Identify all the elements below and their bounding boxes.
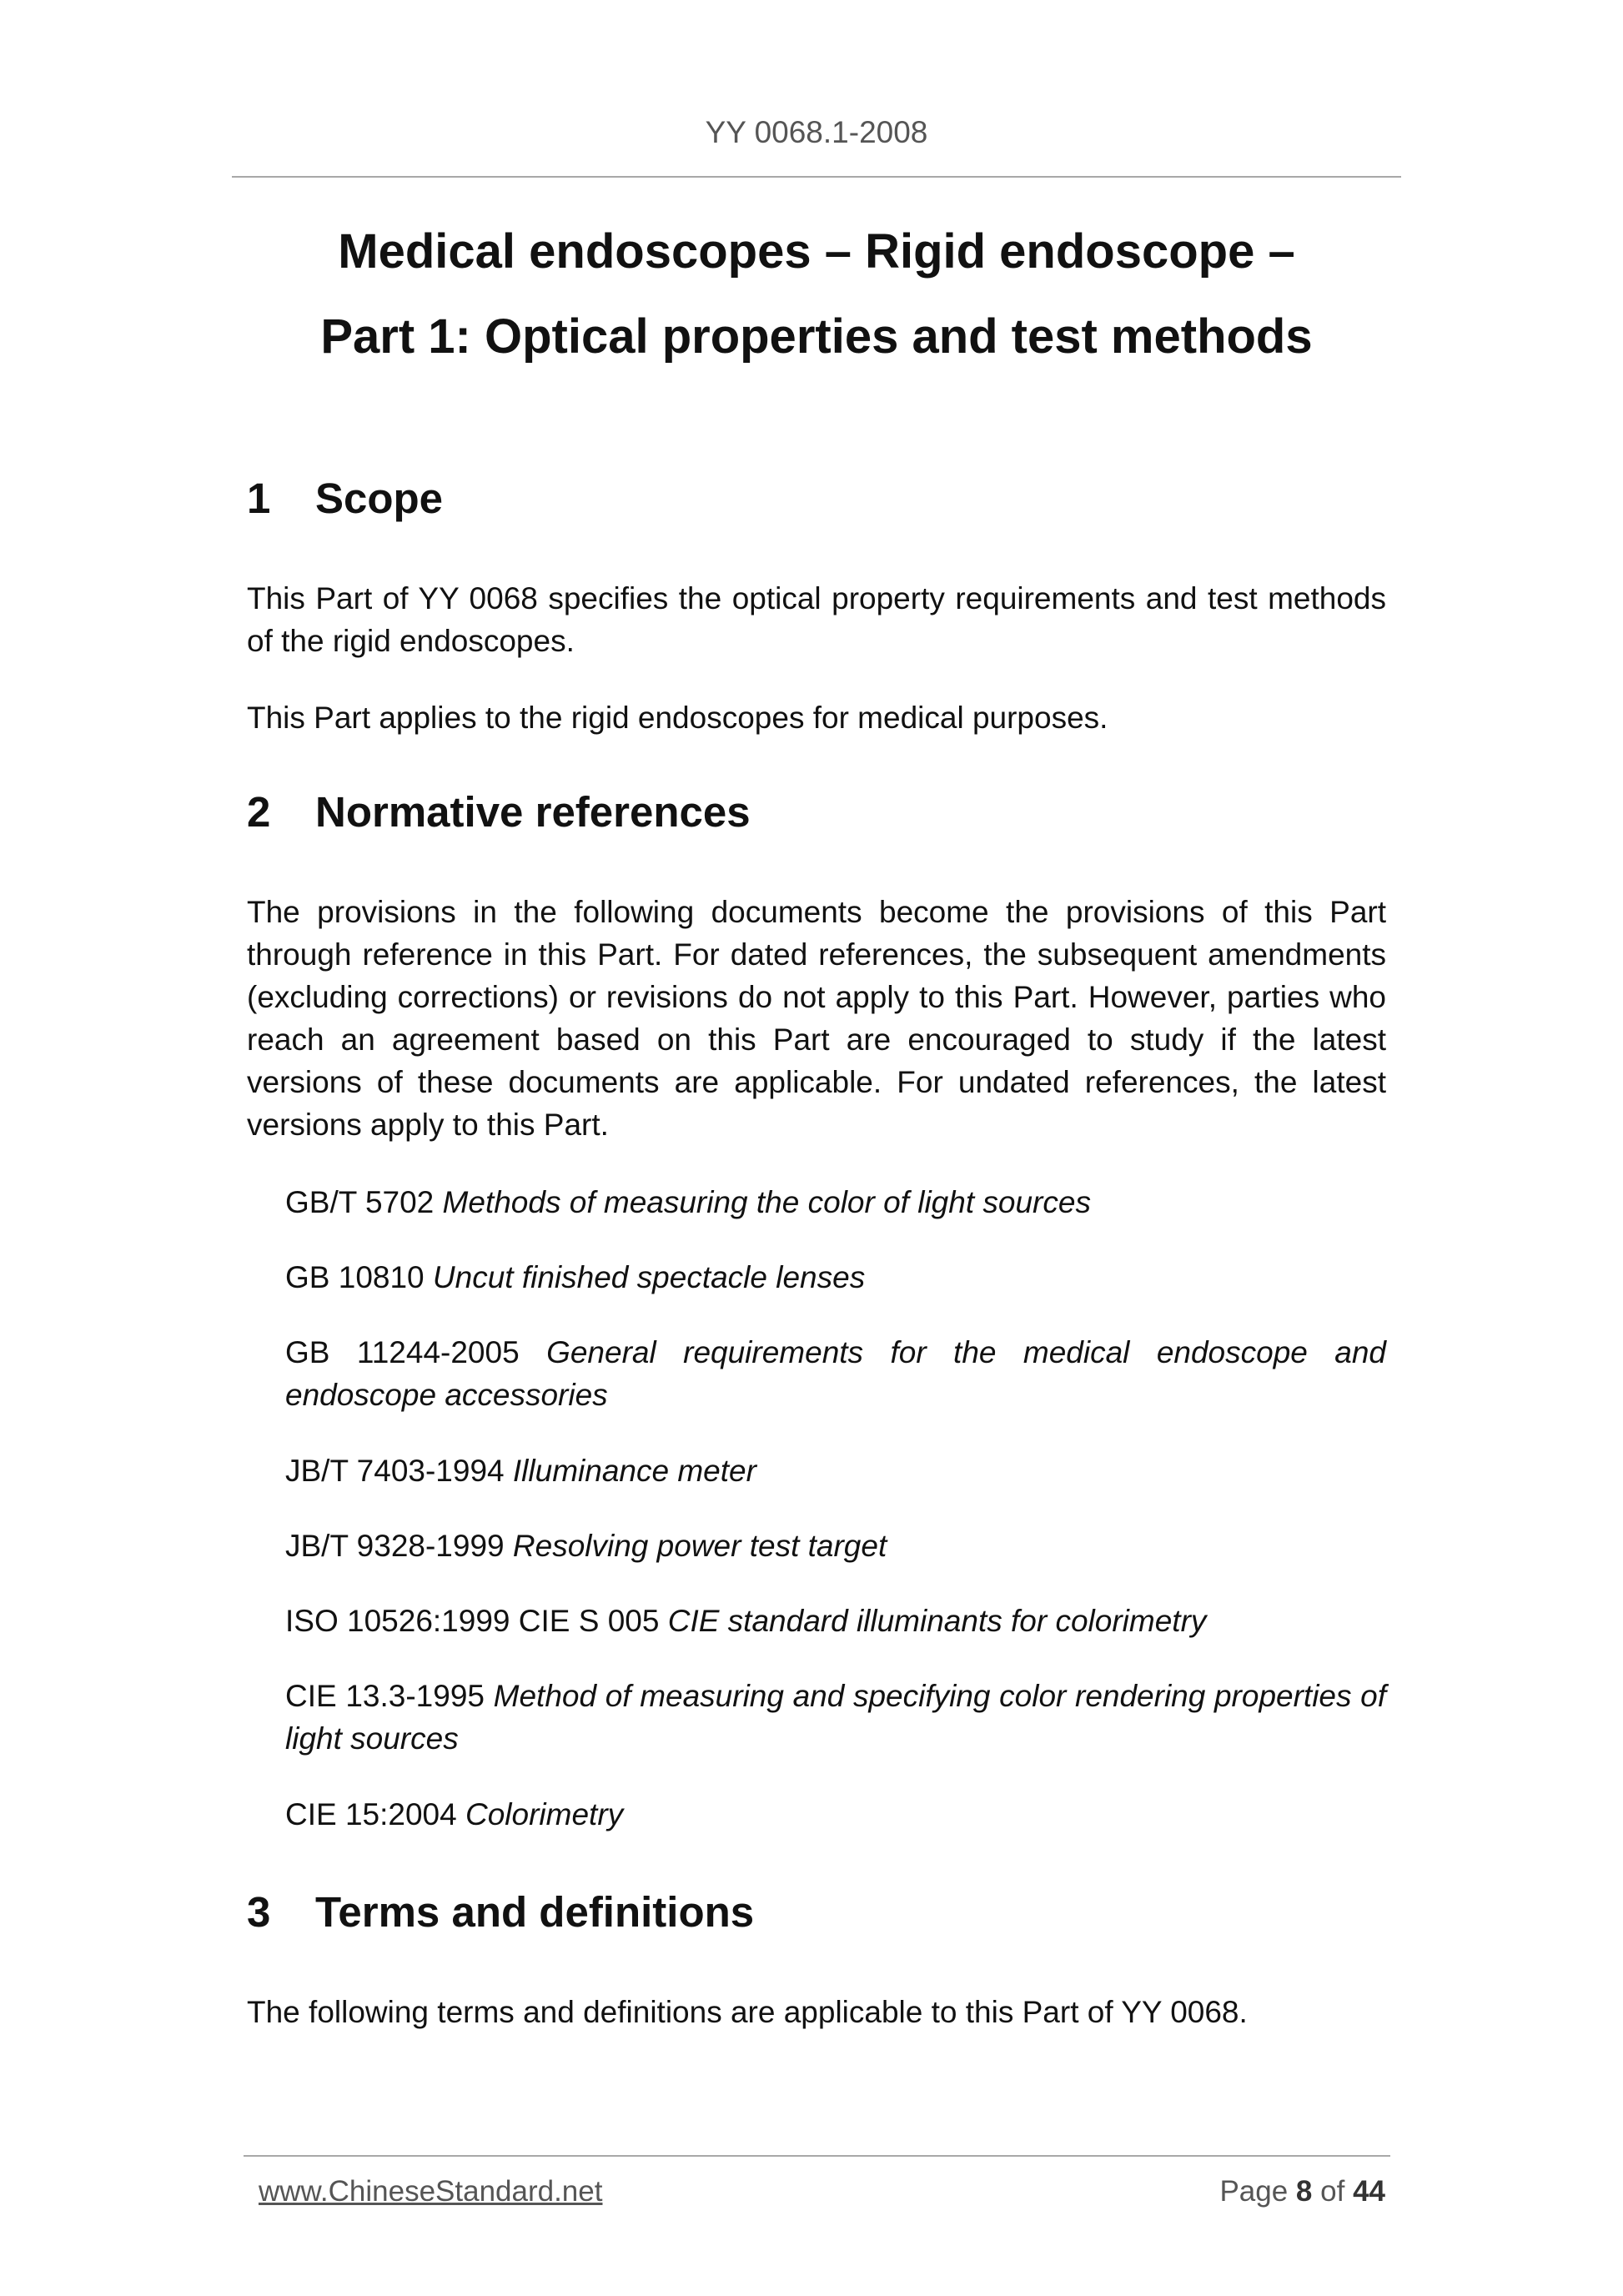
scope-paragraph-2: This Part applies to the rigid endoscopes for medical purposes. [247,701,1108,735]
page-of: of [1320,2175,1345,2208]
reference-item [285,1675,1386,1760]
reference-title: Method of measuring and specifying color rendering properties of light sources [285,1679,1387,1756]
section-number: 1 [247,475,271,522]
current-page: 8 [1295,2175,1313,2208]
reference-code: CIE 13.3-1995 [285,1679,485,1713]
reference-item [285,1181,1386,1223]
reference-title: Colorimetry [465,1797,624,1831]
reference-title: Uncut finished spectacle lenses [432,1260,866,1294]
reference-title: CIE standard illuminants for colorimetry [667,1604,1207,1638]
reference-title: Methods of measuring the color of light sources [442,1185,1091,1219]
section-heading-normative-references [247,787,751,837]
section-title: Scope [315,475,444,522]
reference-code: CIE 15:2004 [285,1797,457,1831]
website-link[interactable]: www.ChineseStandard.net [259,2175,603,2208]
reference-title: Resolving power test target [512,1529,887,1563]
reference-title: General requirements for the medical endoscope and endoscope accessories [285,1335,1387,1412]
reference-item [285,1256,1386,1299]
reference-item [285,1600,1386,1642]
section-number: 2 [247,788,271,836]
section-title: Normative references [315,788,751,836]
section-number: 3 [247,1888,271,1936]
reference-item [285,1331,1386,1416]
page-prefix: Page [1219,2175,1289,2208]
section-heading-scope [247,474,443,523]
title-line-2: Part 1: Optical properties and test methods [320,309,1313,364]
reference-code: JB/T 7403-1994 [285,1454,505,1488]
normative-intro-paragraph: The provisions in the following documents become the provisions of this Part through reference in this Part. For dated references, the subsequent amendments (excluding corrections) or revisions do not apply to this Part. However, parties who reach an agreement based on this Part are encouraged to study if the latest versions of these documents are applicable. For undated references, the latest versions apply to this Part. [247,895,1386,1142]
section-heading-terms-and-definitions [247,1887,754,1937]
total-pages: 44 [1353,2175,1385,2208]
reference-code: ISO 10526:1999 CIE S 005 [285,1604,660,1638]
page-number [1219,2175,1385,2208]
reference-title: Illuminance meter [512,1454,756,1488]
reference-item [285,1525,1386,1567]
header-divider [232,176,1401,178]
footer-divider [244,2155,1390,2157]
document-code-header: YY 0068.1-2008 [705,115,928,149]
reference-code: GB 10810 [285,1260,425,1294]
terms-paragraph: The following terms and definitions are applicable to this Part of YY 0068. [247,1995,1248,2029]
reference-code: GB 11244-2005 [285,1335,520,1369]
title-line-1: Medical endoscopes – Rigid endoscope – [338,224,1295,279]
reference-item [285,1793,1386,1836]
reference-item [285,1449,1386,1492]
reference-code: GB/T 5702 [285,1185,435,1219]
reference-code: JB/T 9328-1999 [285,1529,505,1563]
scope-paragraph-1: This Part of YY 0068 specifies the optical property requirements and test methods of the rigid endoscopes. [247,581,1386,658]
section-title: Terms and definitions [315,1888,755,1936]
